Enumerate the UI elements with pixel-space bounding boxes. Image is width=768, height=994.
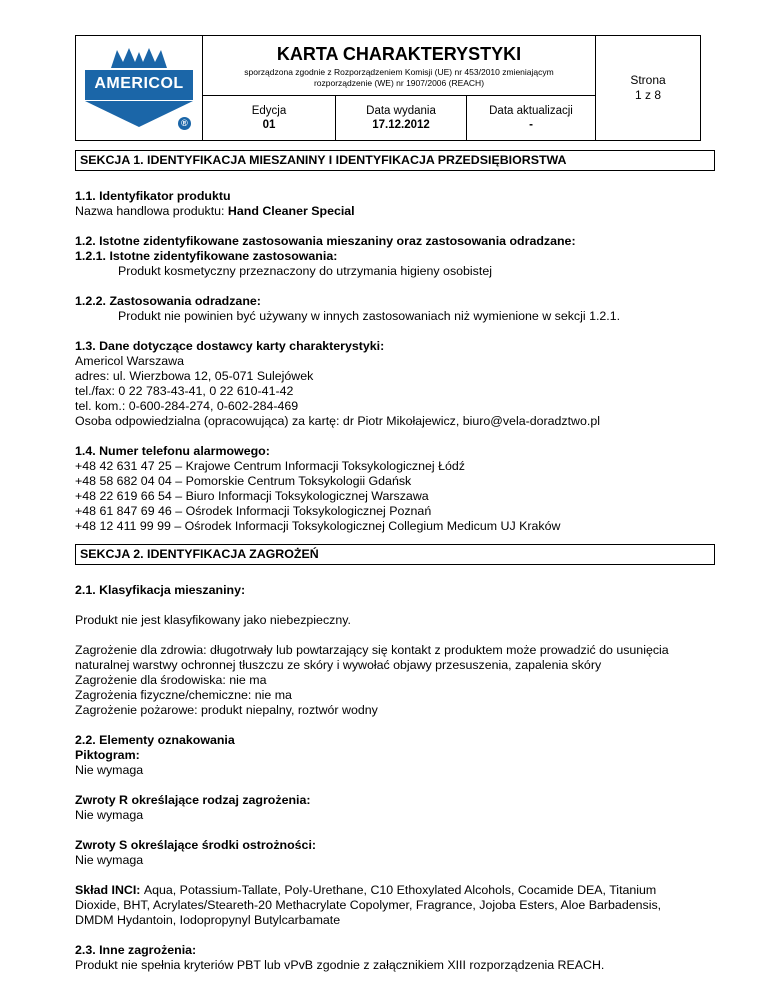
heading-1-2-1: 1.2.1. Istotne zidentyfikowane zastosowania: [75,249,338,263]
r-phrases-value: Nie wymaga [75,808,144,822]
document-body [75,150,715,973]
inci-label: Skład INCI: [75,883,144,897]
issue-date-value: 17.12.2012 [372,119,430,131]
heading-1-2: 1.2. Istotne zidentyfikowane zastosowania mieszaniny oraz zastosowania odradzane: [75,234,576,248]
heading-1-2-2: 1.2.2. Zastosowania odradzane: [75,294,261,308]
supplier-line: adres: ul. Wierzbowa 12, 05-071 Sulejówek [75,369,314,383]
supplier-line: tel. kom.: 0-600-284-274, 0-602-284-469 [75,399,299,413]
logo-text: AMERICOL [94,75,184,92]
section-1-title: SEKCJA 1. IDENTYFIKACJA MIESZANINY I IDENTYFIKACJA PRZEDSIĘBIORSTWA [75,150,715,171]
issue-date-label: Data wydania [366,105,436,117]
s-phrases-label: Zwroty S określające środki ostrożności: [75,838,317,852]
page-label: Strona [630,73,666,87]
section-2-title: SEKCJA 2. IDENTYFIKACJA ZAGROŻEŃ [75,544,715,565]
logo-cell [76,36,203,141]
heading-1-1: 1.1. Identyfikator produktu [75,189,231,203]
hazard-line: Zagrożenia fizyczne/chemiczne: nie ma [75,688,292,702]
logo-chevron [85,101,193,127]
other-hazards-text: Produkt nie spełnia kryteriów PBT lub vPvB zgodnie z załącznikiem XIII rozporządzenia REACH. [75,958,605,972]
title-cell [203,36,596,96]
classification-text: Produkt nie jest klasyfikowany jako niebezpieczny. [75,613,351,627]
crown-icon [111,48,167,68]
emergency-phone-line: +48 42 631 47 25 – Krajowe Centrum Informacji Toksykologicznej Łódź [75,459,465,473]
emergency-phone-line: +48 22 619 66 54 – Biuro Informacji Toksykologicznej Warszawa [75,489,429,503]
issue-date-cell [336,96,467,141]
subtitle-line-1: sporządzona zgodnie z Rozporządzeniem Komisji (UE) nr 453/2010 zmieniającym [244,67,554,77]
supplier-line: Americol Warszawa [75,354,185,368]
heading-1-4: 1.4. Numer telefonu alarmowego: [75,444,270,458]
registered-mark-icon: ® [178,117,191,130]
edition-label: Edycja [251,105,287,117]
pictogram-value: Nie wymaga [75,763,144,777]
emergency-phone-line: +48 61 847 69 46 – Ośrodek Informacji Toksykologicznej Poznań [75,504,432,518]
emergency-phone-line: +48 58 682 04 04 – Pomorskie Centrum Toksykologii Gdańsk [75,474,412,488]
hazard-line: Zagrożenie dla zdrowia: długotrwały lub powtarzający się kontakt z produktem może prowadzić do usunięcia [75,643,669,657]
document-header [75,35,701,141]
americol-logo [83,44,195,132]
product-name: Hand Cleaner Special [227,204,355,218]
supplier-line: tel./fax: 0 22 783-43-41, 0 22 610-41-42 [75,384,294,398]
subtitle-line-2: rozporządzenie (WE) nr 1907/2006 (REACH) [313,78,485,88]
uses-advised-against-text: Produkt nie powinien być używany w innych zastosowaniach niż wymienione w sekcji 1.2.1. [118,309,621,323]
edition-cell [203,96,336,141]
document-title: KARTA CHARAKTERYSTYKI [276,44,522,64]
page-cell [596,36,701,141]
hazard-line: Zagrożenie pożarowe: produkt niepalny, roztwór wodny [75,703,378,717]
update-date-label: Data aktualizacji [489,105,573,117]
inci-line: DMDM Hydantoin, Iodopropynyl Butylcarbamate [75,913,341,927]
hazard-line: Zagrożenie dla środowiska: nie ma [75,673,267,687]
product-name-label: Nazwa handlowa produktu: [75,204,228,218]
s-phrases-value: Nie wymaga [75,853,144,867]
identified-uses-text: Produkt kosmetyczny przeznaczony do utrzymania higieny osobistej [118,264,492,278]
emergency-phone-line: +48 12 411 99 99 – Ośrodek Informacji Toksykologicznej Collegium Medicum UJ Kraków [75,519,561,533]
heading-2-2: 2.2. Elementy oznakowania [75,733,235,747]
supplier-line: Osoba odpowiedzialna (opracowująca) za kartę: dr Piotr Mikołajewicz, biuro@vela-doradztwo.pl [75,414,600,428]
inci-line [75,883,715,898]
update-date-value: - [529,119,533,131]
inci-line: Dioxide, BHT, Acrylates/Steareth-20 Methacrylate Copolymer, Fragrance, Jojoba Esters, Aloe Barbadensis, [75,898,662,912]
pictogram-label: Piktogram: [75,748,140,762]
r-phrases-label: Zwroty R określające rodzaj zagrożenia: [75,793,311,807]
page-number: 1 z 8 [634,88,661,102]
product-name-line [75,204,715,219]
document-subtitle [203,67,595,89]
hazard-line: naturalnej warstwy ochronnej tłuszczu ze skóry i wywołać objawy przesuszenia, zapalenia skóry [75,658,602,672]
heading-1-3: 1.3. Dane dotyczące dostawcy karty charakterystyki: [75,339,385,353]
heading-2-3: 2.3. Inne zagrożenia: [75,943,197,957]
update-date-cell [467,96,596,141]
edition-value: 01 [262,119,276,131]
heading-2-1: 2.1. Klasyfikacja mieszaniny: [75,583,246,597]
inci-text: Aqua, Potassium-Tallate, Poly-Urethane, C10 Ethoxylated Alcohols, Cocamide DEA, Titanium [143,883,657,897]
